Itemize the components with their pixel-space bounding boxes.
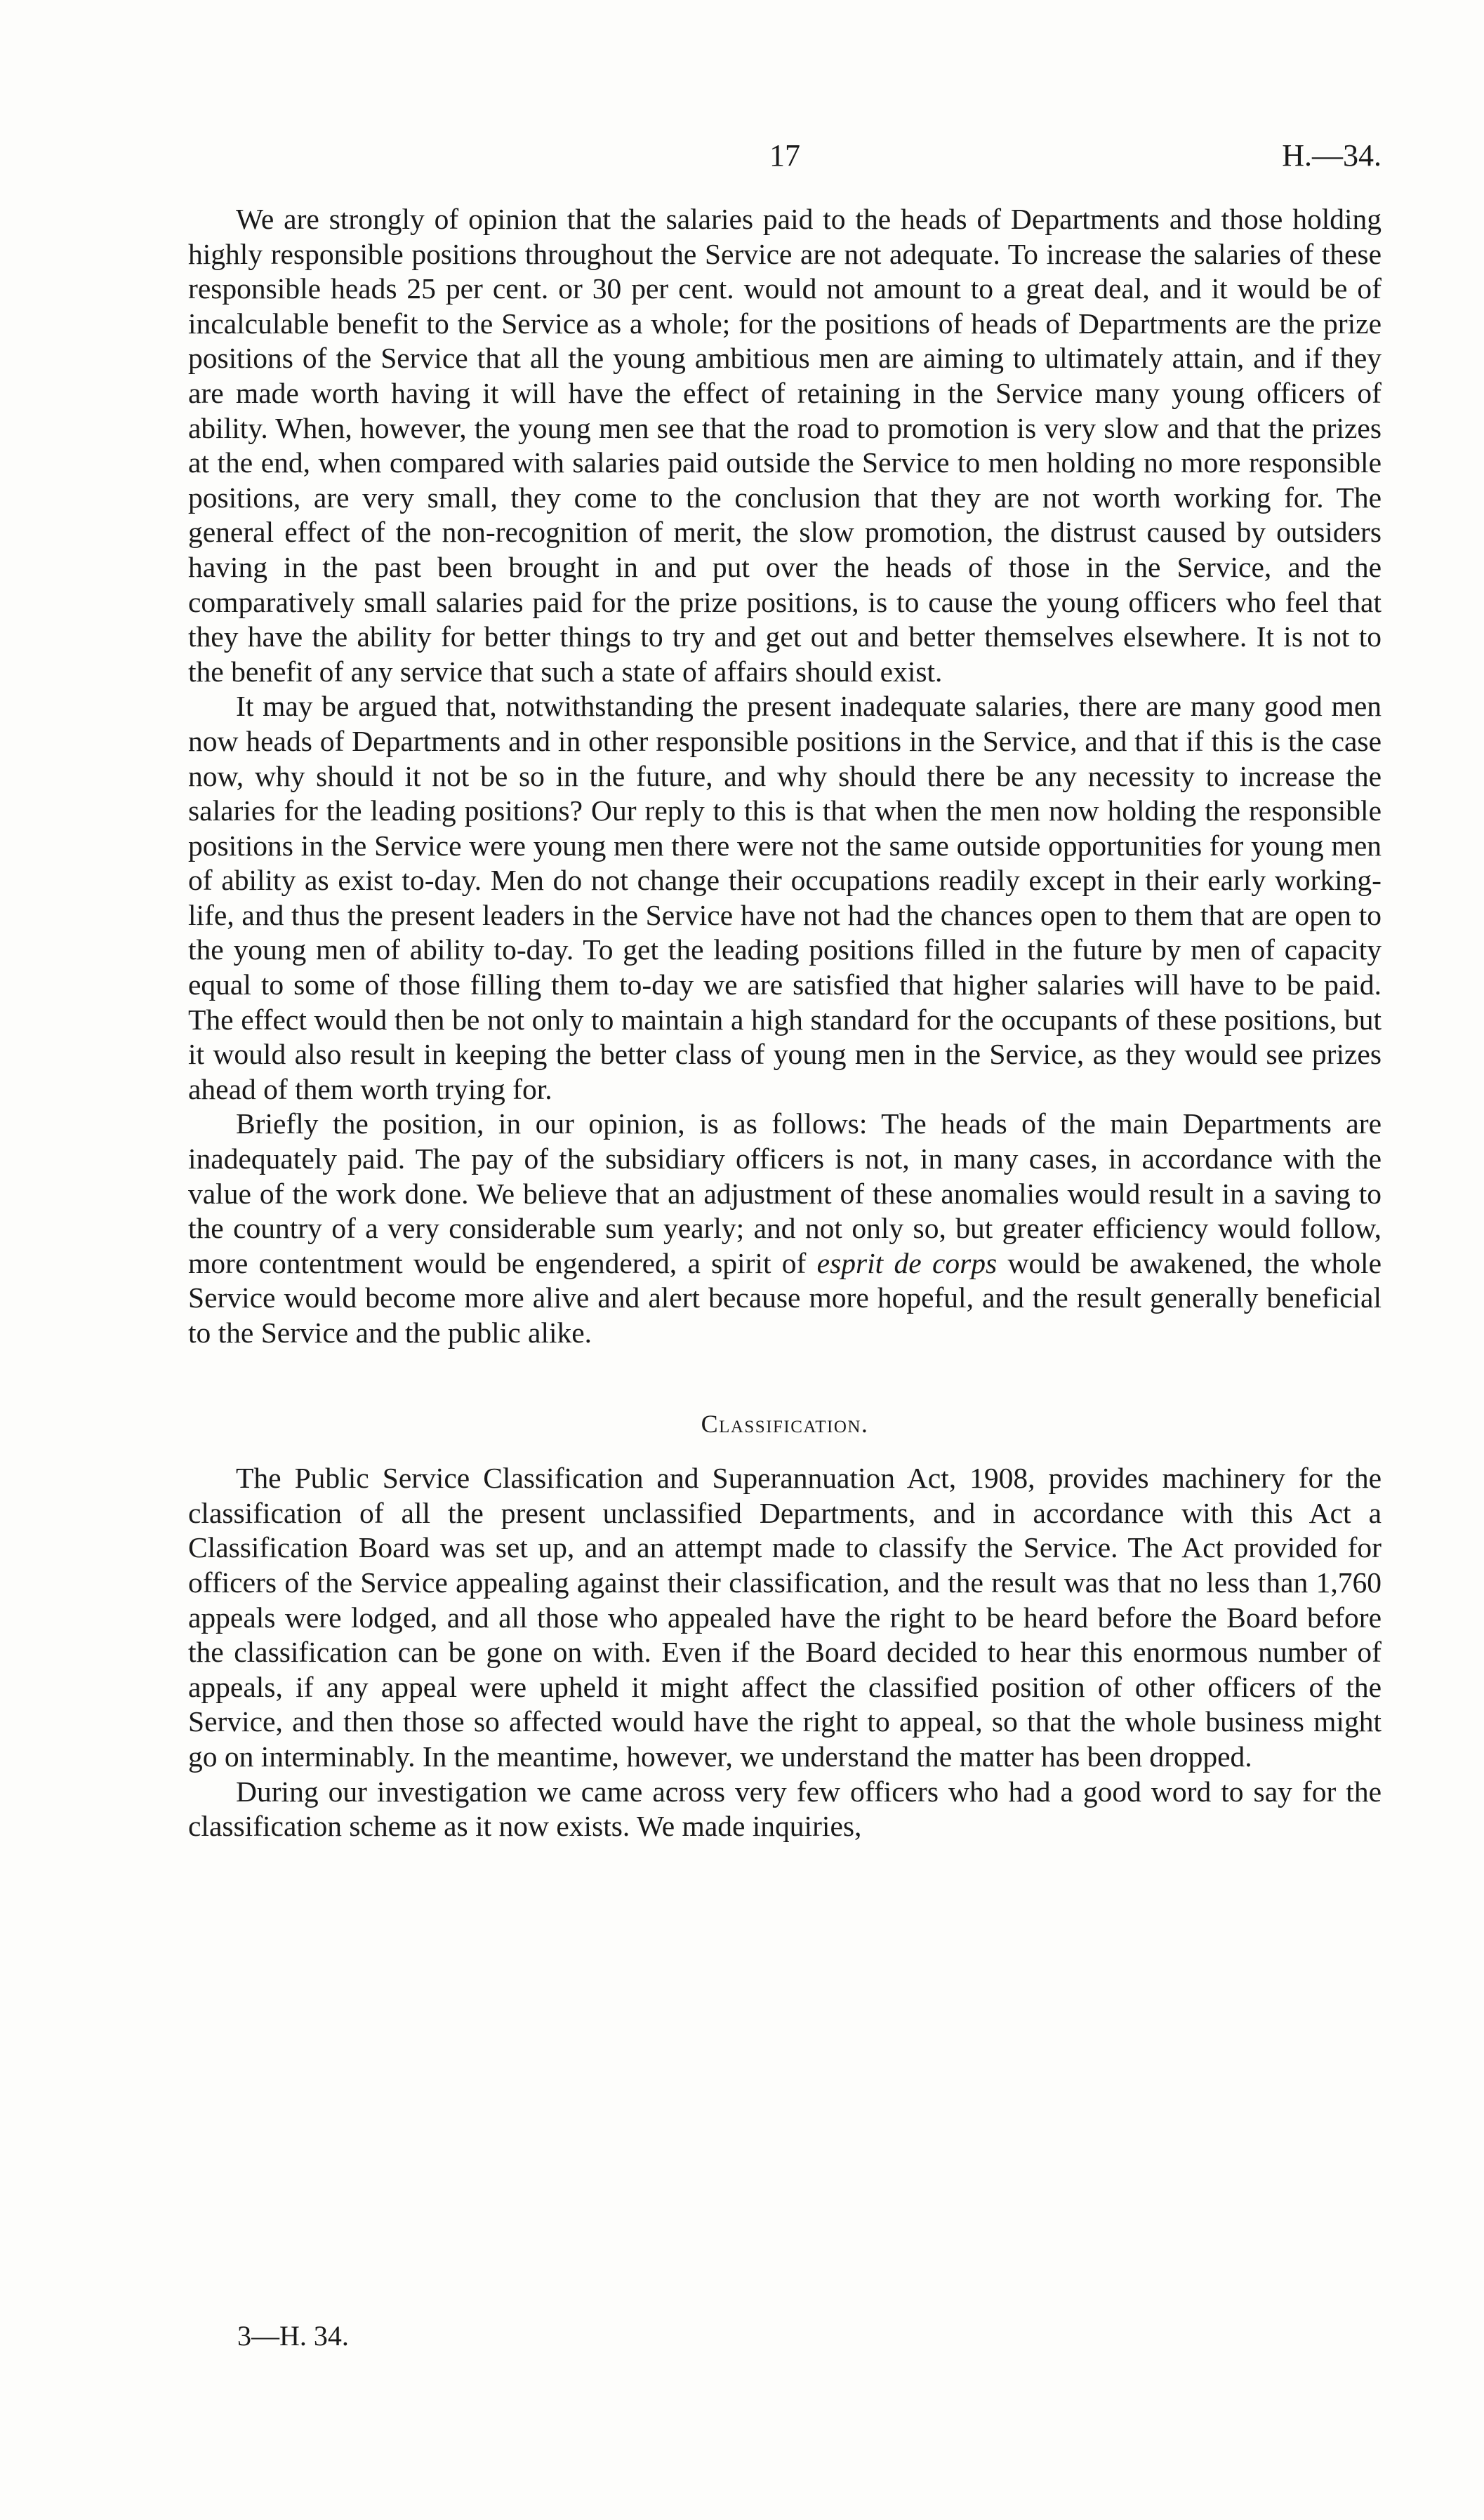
- paragraph: Briefly the position, in our opinion, is as follows: The heads of the main Departments are inadequately paid. The pay of the subsidiary officers is not, in many cases, in accordance with the value of the work done. We believe that an adjustment of these anomalies would result in a saving to the country of a very considerable sum yearly; and not only so, but greater efficiency would follow, more contentment would be engendered, a spirit of esprit de corps would be awakened, the whole Service would become more alive and alert because more hopeful, and the result generally beneficial to the Service and the public alike.: [188, 1107, 1382, 1349]
- section-heading: Classification.: [701, 1409, 869, 1438]
- paragraph: The Public Service Classification and Superannuation Act, 1908, provides machinery for the classification of all the present unclassified Departments, and in accordance with this Act a Classification Board was set up, and an attempt made to classify the Service. The Act provided for officers of the Service appealing against their classification, and the result was that no less than 1,760 appeals were lodged, and all those who appealed have the right to be heard before the Board before the classification can be gone on with. Even if the Board decided to hear this enormous number of appeals, if any appeal were upheld it might affect the classified position of other officers of the Service, and then those so affected would have the right to appeal, so that the whole business might go on interminably. In the meantime, however, we understand the matter has been dropped.: [188, 1462, 1382, 1773]
- body-text: [188, 202, 1382, 1844]
- paragraph: We are strongly of opinion that the salaries paid to the heads of Departments and those holding highly responsible positions throughout the Service are not adequate. To increase the salaries of these responsible heads 25 per cent. or 30 per cent. would not amount to a great deal, and it would be of incalculable benefit to the Service as a whole; for the positions of heads of Departments are the prize positions of the Service that all the young ambitious men are aiming to ultimately attain, and if they are made worth having it will have the effect of retaining in the Service many young officers of ability. When, however, the young men see that the road to promotion is very slow and that the prizes at the end, when compared with salaries paid outside the Service to men holding no more responsible positions, are very small, they come to the conclusion that they are not worth working for. The general effect of the non-recognition of merit, the slow promotion, the distrust caused by outsiders having in the past been brought in and put over the heads of those in the Service, and the comparatively small salaries paid for the prize positions, is to cause the young officers who feel that they have the ability for better things to try and get out and better themselves elsewhere. It is not to the benefit of any service that such a state of affairs should exist.: [188, 203, 1382, 688]
- page-footer-signature: 3—H. 34.: [237, 2320, 349, 2352]
- paragraph: During our investigation we came across very few officers who had a good word to say for the classification scheme as it now exists. We made inquiries,: [188, 1775, 1382, 1843]
- paragraph: It may be argued that, notwithstanding the present inadequate salaries, there are many good men now heads of Departments and in other responsible positions in the Service, and that if this is the case now, why should it not be so in the future, and why should there be any necessity to increase the salaries for the leading positions? Our reply to this is that when the men now holding the responsible positions in the Service were young men there were not the same outside opportunities for young men of ability as exist to-day. Men do not change their occupations readily except in their early working-life, and thus the present leaders in the Service have not had the chances open to them that are open to the young men of ability to-day. To get the leading positions filled in the future by men of capacity equal to some of those filling them to-day we are satisfied that higher salaries will have to be paid. The effect would then be not only to maintain a high standard for the occupants of these positions, but it would also result in keeping the better class of young men in the Service, as they would see prizes ahead of them worth trying for.: [188, 690, 1382, 1105]
- document-reference: H.—34.: [1282, 138, 1382, 173]
- page-number: 17: [769, 138, 800, 173]
- page-header: [188, 138, 1382, 180]
- italic-phrase: esprit de corps: [816, 1246, 998, 1279]
